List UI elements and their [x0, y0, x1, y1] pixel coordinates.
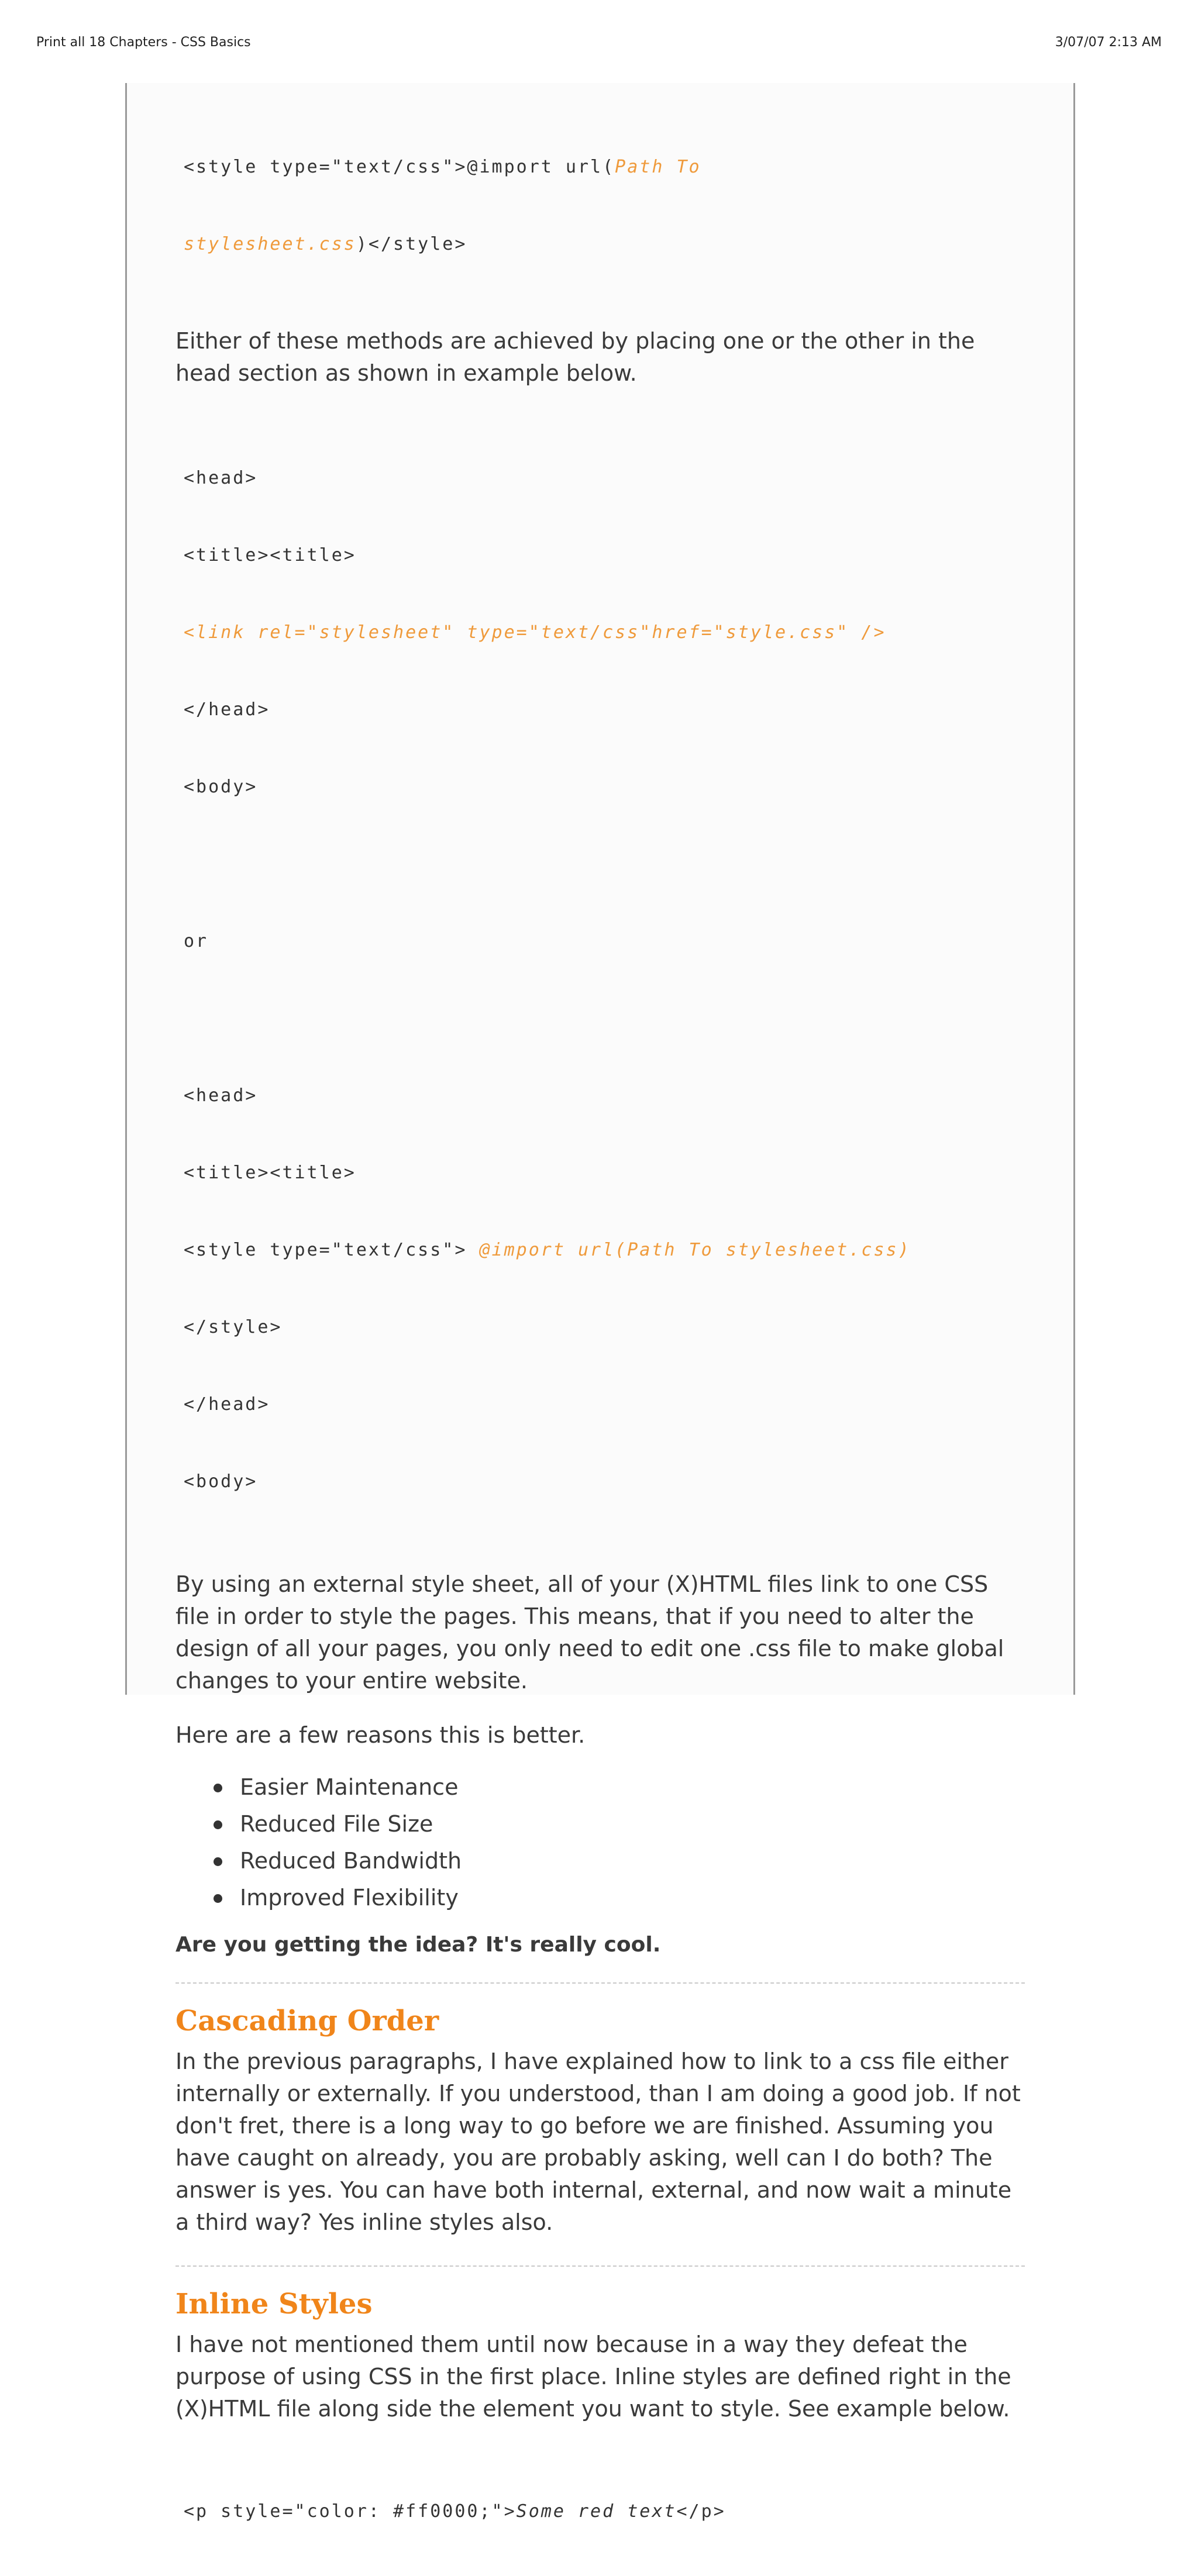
- code-text: or: [184, 931, 209, 951]
- code-head-example: [175, 414, 1024, 1546]
- section-divider: [175, 1982, 1025, 1984]
- list-item: Reduced File Size: [175, 1806, 1024, 1843]
- section-title-cascading-order: Cascading Order: [175, 2005, 439, 2037]
- bullet-icon: [214, 1857, 222, 1866]
- code-text: )</style>: [356, 234, 467, 254]
- bullet-icon: [214, 1894, 222, 1903]
- code-text: <head>: [184, 468, 258, 488]
- code-text: <title><title>: [184, 545, 356, 565]
- bullet-icon: [214, 1784, 222, 1792]
- code-highlight: <link rel="stylesheet" type="text/css"href="style.css" />: [184, 622, 886, 643]
- emphasis-line: Are you getting the idea? It's really cool.: [175, 1933, 661, 1957]
- code-text: <title><title>: [184, 1163, 356, 1183]
- paragraph-inline-styles: I have not mentioned them until now because in a way they defeat the purpose of using CSS in the first place. Inline styles are defined right in the (X)HTML file along side the element you want to style. See example below.: [175, 2332, 1011, 2422]
- code-highlight: stylesheet.css: [184, 234, 356, 254]
- paragraph-cascading-order: In the previous paragraphs, I have explained how to link to a css file either internally or externally. If you understood, than I am doing a good job. If not don't fret, there is a long way to go before we are finished. Assuming you have caught on already, you are probably asking, well can I do both? The answer is yes. You can have both internal, external, and now wait a minute a third way? Yes inline styles also.: [175, 2049, 1021, 2235]
- code-text: </style>: [184, 1317, 283, 1337]
- code-italic: Some red text: [516, 2501, 677, 2522]
- code-text: </p>: [676, 2501, 726, 2522]
- paragraph-either-method: Either of these methods are achieved by placing one or the other in the head section as shown in example below.: [175, 328, 975, 386]
- article-content: [175, 83, 1024, 2576]
- code-text: <style type="text/css">@import url(: [184, 157, 615, 177]
- paragraph-reasons-intro: Here are a few reasons this is better.: [175, 1722, 586, 1748]
- code-text: <p style="color: #ff0000;">: [184, 2501, 517, 2522]
- code-inline-example: [175, 2447, 1024, 2576]
- list-item: Easier Maintenance: [175, 1769, 1024, 1806]
- reasons-list: [175, 1769, 1024, 1916]
- print-datetime: 3/07/07 2:13 AM: [1055, 35, 1162, 50]
- list-item: Improved Flexibility: [175, 1880, 1024, 1916]
- code-highlight: Path To: [615, 157, 701, 177]
- code-text: <body>: [184, 1471, 258, 1492]
- section-title-inline-styles: Inline Styles: [175, 2288, 373, 2320]
- code-text: <head>: [184, 1085, 258, 1106]
- print-page-title: Print all 18 Chapters - CSS Basics: [36, 35, 251, 50]
- code-text: </head>: [184, 1394, 270, 1415]
- code-highlight: @import url(Path To stylesheet.css): [479, 1240, 911, 1260]
- print-header: [0, 0, 1198, 58]
- code-text: <body>: [184, 777, 258, 797]
- section-divider: [175, 2265, 1025, 2267]
- code-import-example: [175, 103, 701, 309]
- bullet-icon: [214, 1820, 222, 1829]
- code-text: <style type="text/css">: [184, 1240, 480, 1260]
- code-text: </head>: [184, 699, 270, 720]
- paragraph-external-stylesheet: By using an external style sheet, all of your (X)HTML files link to one CSS file in order to style the pages. This means, that if you need to alter the design of all your pages, you only need to edit one .css file to make global changes to your entire website.: [175, 1571, 1004, 1694]
- list-item: Reduced Bandwidth: [175, 1843, 1024, 1880]
